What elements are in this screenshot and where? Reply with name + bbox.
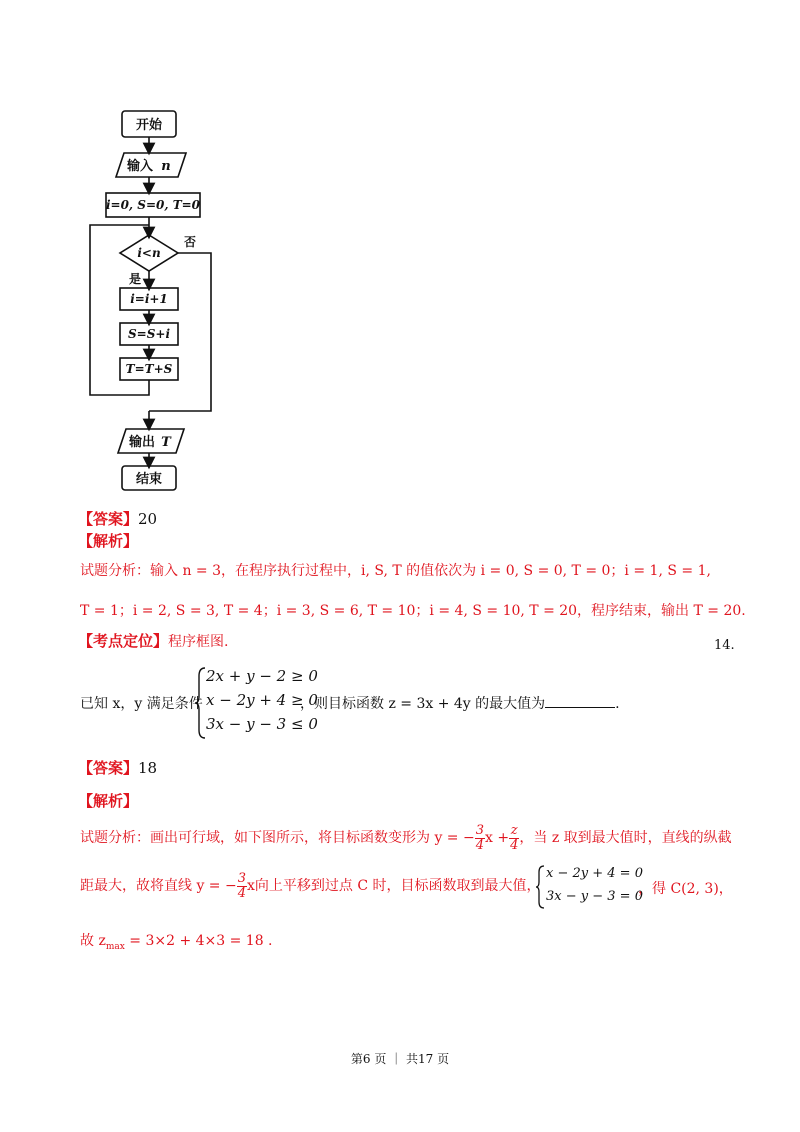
no-label: 否 bbox=[183, 235, 197, 249]
frac-den: 4 bbox=[237, 885, 247, 901]
frac-den: 4 bbox=[475, 837, 485, 853]
a1-part3: ，当 z 取到最大值时，直线的纵截 bbox=[519, 830, 732, 846]
output-label: 输出 bbox=[128, 435, 156, 450]
fraction-3-4 bbox=[475, 824, 485, 852]
analysis-tag: 【解析】 bbox=[78, 792, 139, 810]
a2-part2: x向上平移到过点 C 时，目标函数取到最大值， bbox=[247, 878, 541, 894]
a2-part1: 距最大，故将直线 y = − bbox=[80, 878, 237, 894]
a2-part3: ，得 C(2, 3)， bbox=[638, 881, 733, 897]
answer-tag: 【答案】 bbox=[78, 759, 139, 777]
q14-stem-suffix bbox=[300, 693, 620, 713]
frac-num: z bbox=[510, 822, 518, 838]
program-flowchart bbox=[80, 105, 240, 495]
system-eq-2: 3x − y − 3 = 0 bbox=[546, 889, 643, 904]
a3-prefix: 故 z bbox=[80, 933, 106, 949]
end-label: 结束 bbox=[135, 472, 163, 487]
kp-text: 程序框图. bbox=[168, 634, 229, 650]
system-eq-1: x − 2y + 4 = 0 bbox=[546, 866, 643, 881]
q13-analysis-line1: 试题分析：输入 n = 3，在程序执行过程中，i, S, T 的值依次为 i = 0, S = 0, T = 0；i = 1, S = 1, bbox=[80, 563, 711, 579]
intersection-system bbox=[546, 862, 643, 908]
answer-blank bbox=[545, 693, 615, 708]
output-var: T bbox=[161, 435, 171, 450]
a3-sub: max bbox=[105, 941, 125, 952]
start-label: 开始 bbox=[135, 118, 163, 133]
q14-analysis-line3 bbox=[80, 930, 273, 952]
step-s-label: S=S+i bbox=[128, 327, 170, 341]
answer-value: 18 bbox=[138, 759, 158, 777]
a1-part2: x + bbox=[485, 830, 510, 846]
a3-result: = 3×2 + 4×3 = 18 . bbox=[124, 933, 273, 949]
constraint-2: x − 2y + 4 ≥ 0 bbox=[206, 691, 318, 709]
q14-analysis-line2 bbox=[80, 866, 541, 906]
q14-answer bbox=[78, 757, 157, 778]
system-brace bbox=[536, 864, 546, 910]
constraint-3: 3x − y − 3 ≤ 0 bbox=[206, 715, 318, 733]
condition-label: i<n bbox=[137, 246, 161, 260]
q14-stem-end: . bbox=[615, 696, 620, 712]
q14-analysis-line1 bbox=[80, 818, 732, 858]
q13-knowledge-point bbox=[78, 630, 228, 651]
frac-num: 3 bbox=[237, 870, 247, 886]
input-var: n bbox=[161, 159, 171, 174]
kp-tag: 【考点定位】 bbox=[78, 632, 169, 650]
fraction-3-4 bbox=[237, 872, 247, 900]
input-label: 输入 bbox=[126, 159, 154, 174]
frac-num: 3 bbox=[475, 822, 485, 838]
constraint-1: 2x + y − 2 ≥ 0 bbox=[206, 667, 318, 685]
init-label: i=0, S=0, T=0 bbox=[105, 198, 201, 212]
a1-part1: 试题分析：画出可行域，如下图所示，将目标函数变形为 y = − bbox=[80, 830, 475, 846]
analysis-tag: 【解析】 bbox=[78, 532, 139, 550]
step-t-label: T=T+S bbox=[125, 362, 173, 376]
answer-value: 20 bbox=[138, 510, 158, 528]
q14-stem-objective: ，则目标函数 z = 3x + 4y 的最大值为 bbox=[300, 696, 546, 712]
q14-stem-prefix: 已知 x，y 满足条件 bbox=[80, 696, 203, 712]
answer-tag: 【答案】 bbox=[78, 510, 139, 528]
frac-den: 4 bbox=[510, 837, 519, 853]
q13-analysis-line2: T = 1；i = 2, S = 3, T = 4；i = 3, S = 6, T = 10；i = 4, S = 10, T = 20，程序结束，输出 T = 20. bbox=[80, 603, 746, 619]
q13-answer bbox=[78, 508, 157, 529]
page-footer: 第6 页 ｜ 共17 页 bbox=[350, 1052, 450, 1066]
question-number: 14. bbox=[714, 638, 735, 653]
fraction-z-4 bbox=[509, 824, 519, 852]
yes-label: 是 bbox=[128, 272, 142, 286]
step-i-label: i=i+1 bbox=[130, 292, 168, 306]
